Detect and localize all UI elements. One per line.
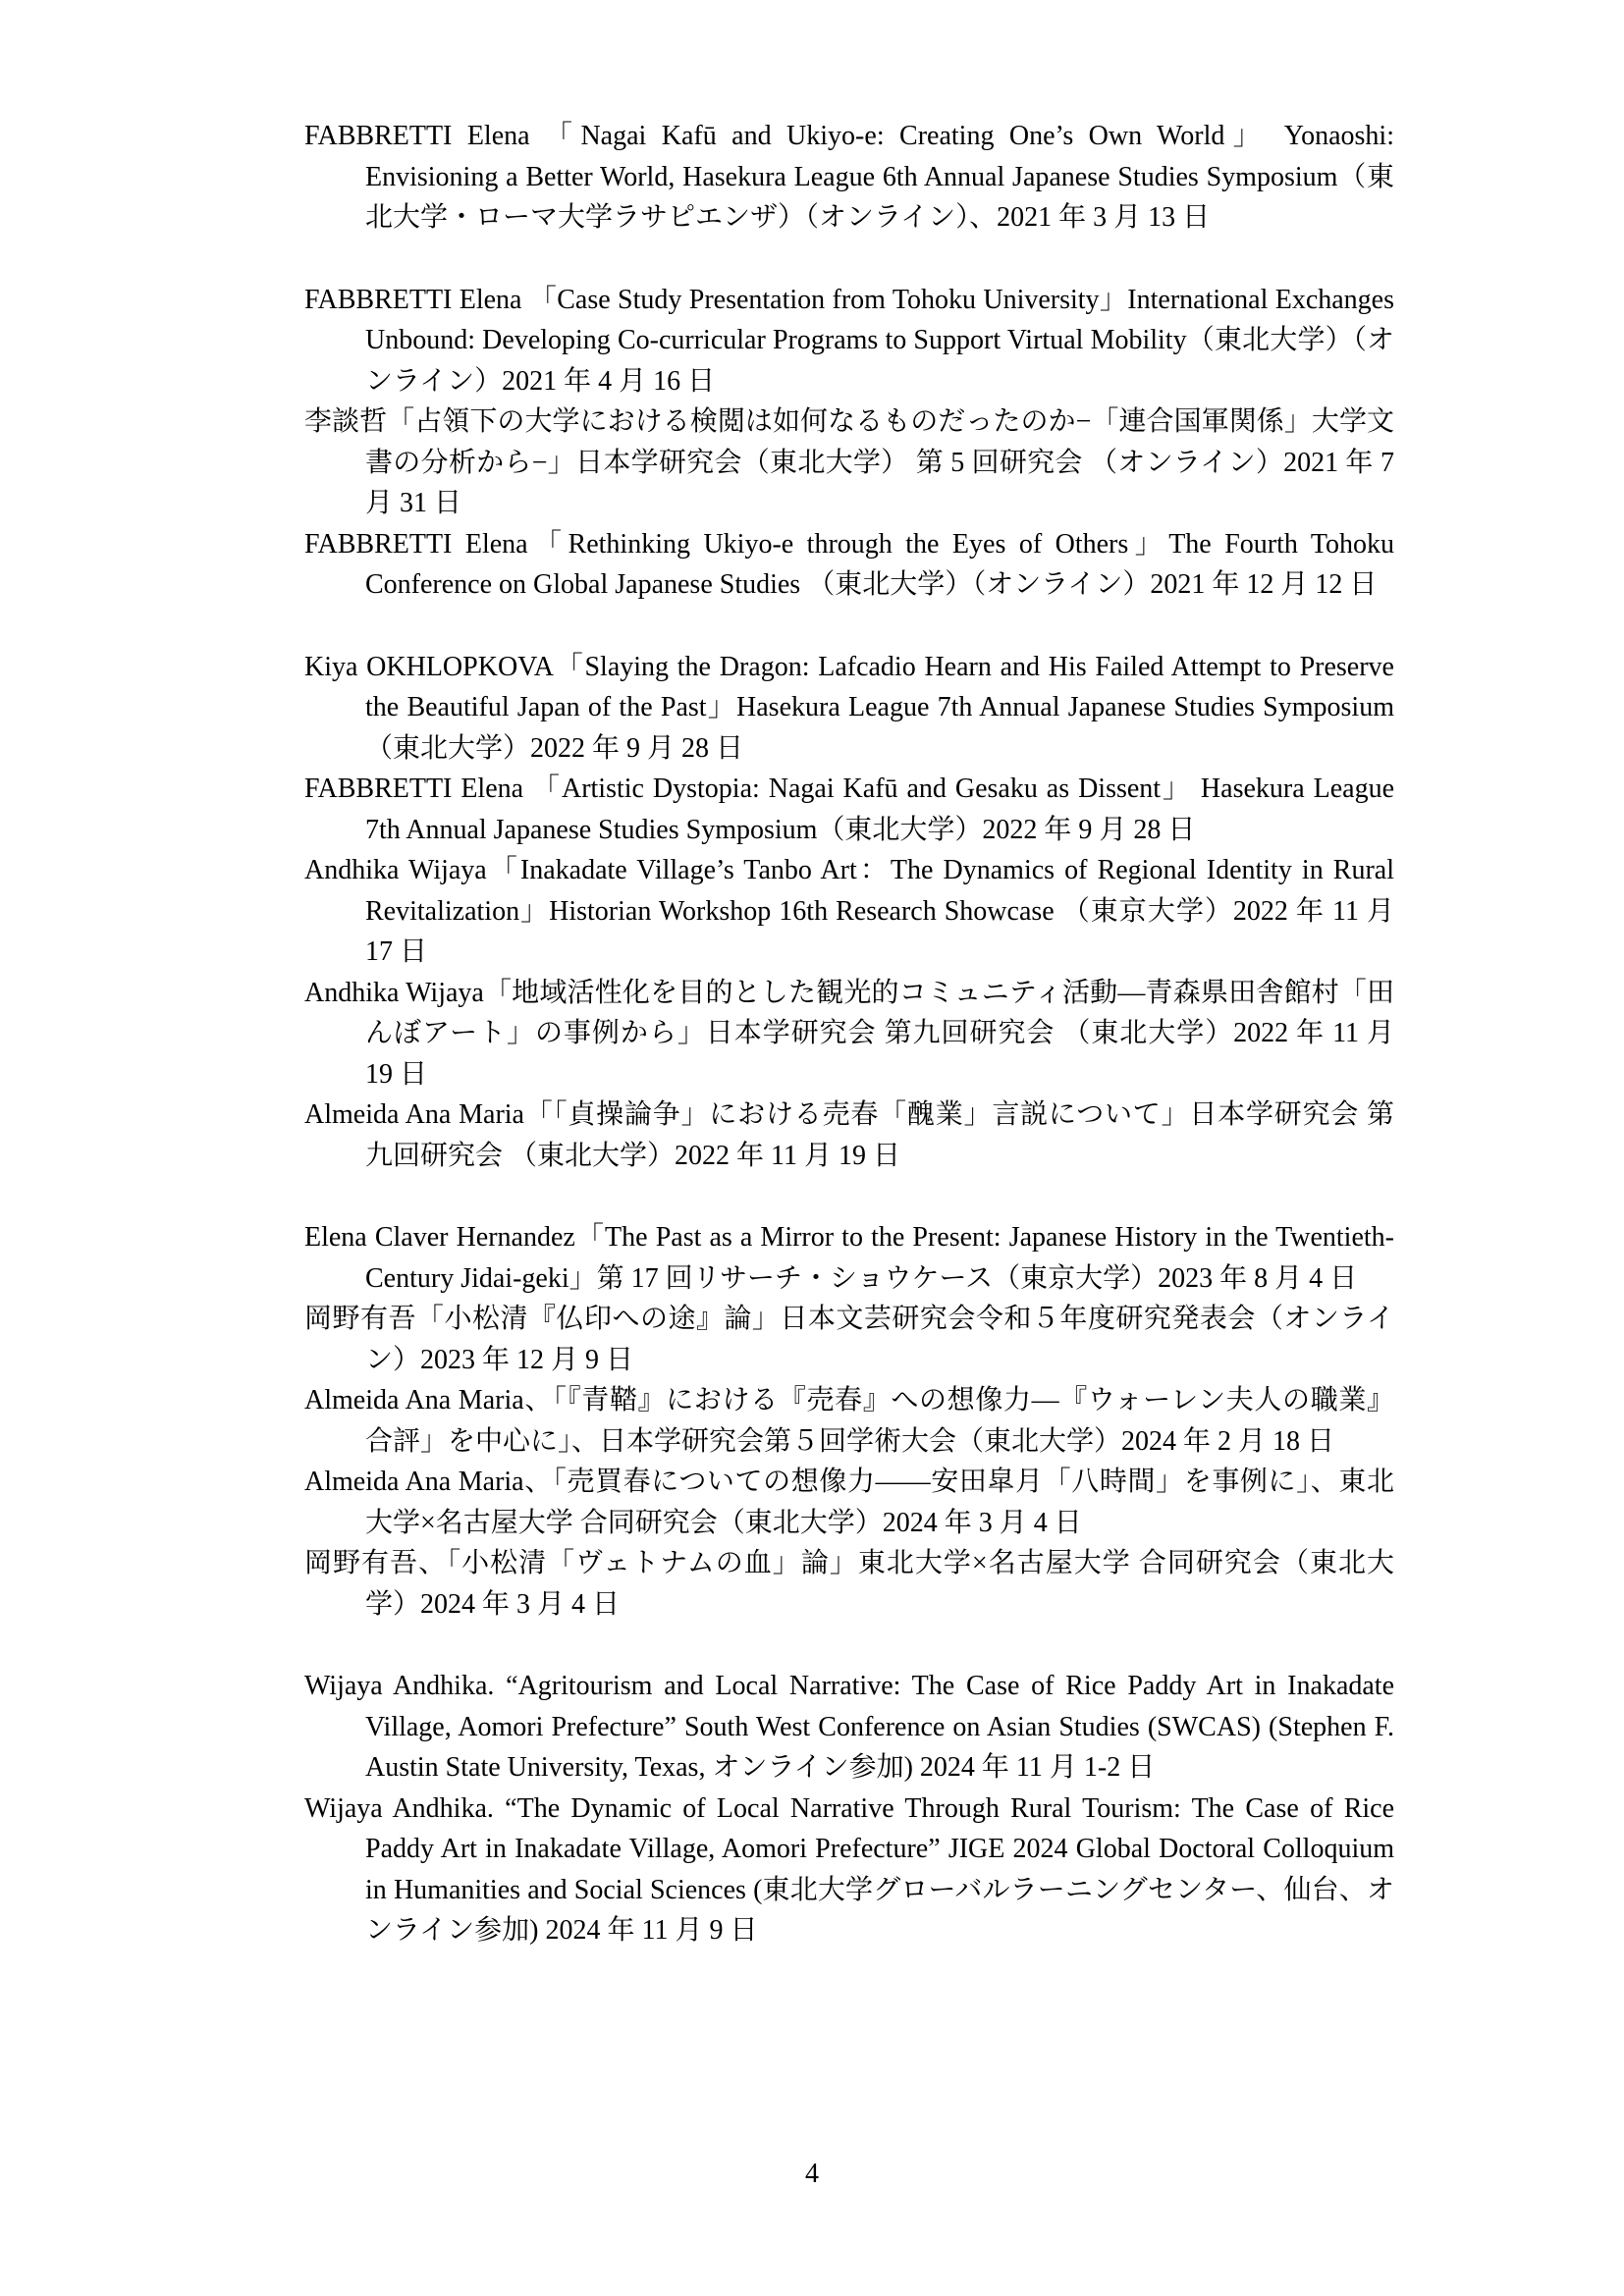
entry-5: Kiya OKHLOPKOVA「Slaying the Dragon: Lafcadio Hearn and His Failed Attempt to Preserve the Beautiful Japan of the Past」Hasekura League 7th Annual Japanese Studies Symposium（東北大学）2022 年 9 月 28 日 <box>304 651 1394 764</box>
entry-4: FABBRETTI Elena「Rethinking Ukiyo-e through the Eyes of Others」The Fourth Tohoku Conference on Global Japanese Studies （東北大学）（オンライン）2021 年 12 月 12 日 <box>304 528 1394 600</box>
entry-12: Almeida Ana Maria、「『青鞜』における『売春』への想像力―『ウォーレン夫人の職業』合評」を中心に」、日本学研究会第５回学術大会（東北大学）2024 年 2 月 18 日 <box>304 1385 1394 1457</box>
entry-9: Almeida Ana Maria「「貞操論争」における売春「醜業」言説について」日本学研究会 第九回研究会 （東北大学）2022 年 11 月 19 日 <box>304 1099 1394 1171</box>
entry-1: FABBRETTI Elena 「Nagai Kafū and Ukiyo-e: Creating One’s Own World」 Yonaoshi: Envisioning a Better World, Hasekura League 6th Annual Japanese Studies Symposium（東北大学・ローマ大学ラサピエンザ）（オンライン）、2021 年 3 月 13 日 <box>304 121 1394 233</box>
entry-6: FABBRETTI Elena 「Artistic Dystopia: Nagai Kafū and Gesaku as Dissent」 Hasekura League 7th Annual Japanese Studies Symposium（東北大学）2022 年 9 月 28 日 <box>304 774 1394 845</box>
entry-7: Andhika Wijaya「Inakadate Village’s Tanbo Art：The Dynamics of Regional Identity in Rural Revitalization」Historian Workshop 16th Research Showcase （東京大学）2022 年 11 月 17 日 <box>304 855 1394 967</box>
entry-13: Almeida Ana Maria、「売買春についての想像力――安田皐月「八時間」を事例に」、東北大学×名古屋大学 合同研究会（東北大学）2024 年 3 月 4 日 <box>304 1467 1394 1538</box>
entry-14: 岡野有吾、「小松清「ヴェトナムの血」論」東北大学×名古屋大学 合同研究会（東北大学）2024 年 3 月 4 日 <box>304 1548 1394 1620</box>
entry-10: Elena Claver Hernandez「The Past as a Mirror to the Present: Japanese History in the Twentieth-Century Jidai-geki」第 17 回リサーチ・ショウケース（東京大学）2023 年 8 月 4 日 <box>304 1222 1394 1294</box>
page-number: 4 <box>805 2159 819 2189</box>
entry-3: 李談哲「占領下の大学における検閲は如何なるものだったのか−「連合国軍関係」大学文書の分析から−」日本学研究会（東北大学） 第 5 回研究会 （オンライン）2021 年 7 月 31 日 <box>304 406 1394 518</box>
entry-16: Wijaya Andhika. “The Dynamic of Local Narrative Through Rural Tourism: The Case of Rice Paddy Art in Inakadate Village, Aomori Prefecture” JIGE 2024 Global Doctoral Colloquium in Humanities and Social Sciences (東北大学グローバルラーニングセンター、仙台、オンライン参加) 2024 年 11 月 9 日 <box>304 1792 1394 1946</box>
entry-11: 岡野有吾「小松清『仏印への途』論」日本文芸研究会令和５年度研究発表会（オンライン）2023 年 12 月 9 日 <box>304 1304 1394 1375</box>
entry-2: FABBRETTI Elena 「Case Study Presentation from Tohoku University」International Exchanges Unbound: Developing Co-curricular Programs to Support Virtual Mobility（東北大学）（オンライン）2021 年 4 月 16 日 <box>304 284 1394 397</box>
entry-8: Andhika Wijaya「地域活性化を目的とした観光的コミュニティ活動―青森県田舎館村「田んぼアート」の事例から」日本学研究会 第九回研究会 （東北大学）2022 年 11 月 19 日 <box>304 977 1394 1090</box>
entry-15: Wijaya Andhika. “Agritourism and Local Narrative: The Case of Rice Paddy Art in Inakadate Village, Aomori Prefecture” South West Conference on Asian Studies (SWCAS) (Stephen F. Austin State University, Texas, オンライン参加) 2024 年 11 月 1-2 日 <box>304 1671 1394 1783</box>
document-body <box>304 116 1394 1951</box>
